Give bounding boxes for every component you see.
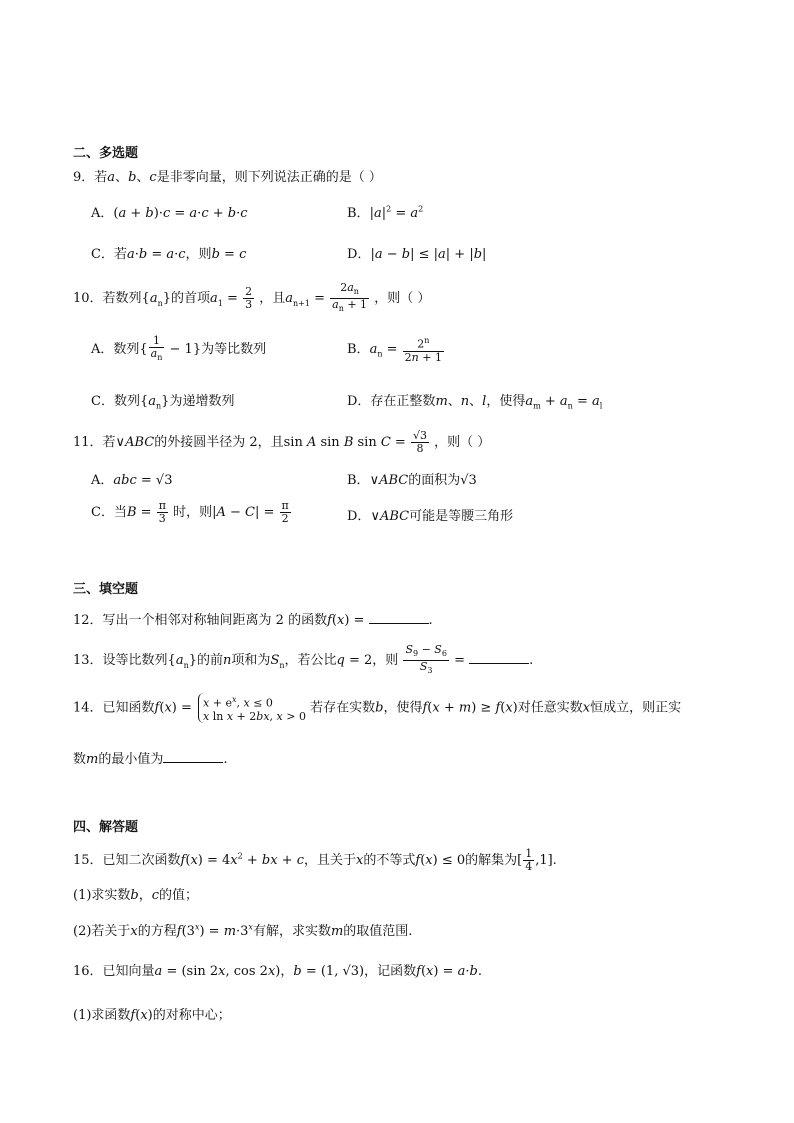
- fraction: $\frac{√3}{8}$: [412, 429, 427, 455]
- question-15-stem: 15．已知二次函数$f(x) = 4x^2$ + bx + c，且关于x的不等式f(x) ≤ 0的解集为[ $\frac{1}{4}$ ,1].: [73, 847, 557, 873]
- piecewise-brace: $x + e^x$, x ≤ 0 x ln x + 2bx, x > 0: [198, 693, 306, 723]
- question-10-option-b: B．$a_n$ = $\frac{2^n}{2n + 1}$: [347, 336, 442, 364]
- fraction: $\frac{2a_n}{a_n + 1}$: [332, 281, 368, 314]
- question-16-stem: 16．已知向量a = (sin 2x, cos 2x)，b = (1, √3)，记函数f(x) = a·b.: [73, 964, 482, 979]
- question-10-stem: 10．若数列$\{a_n\}$的首项$a_1$ = $\frac{2}{3}$ ，且$a_{n+1}$ = $\frac{2a_n}{a_n + 1}$ ，则（ ）: [73, 281, 431, 314]
- answer-blank: [469, 653, 529, 664]
- question-16-part-1: (1)求函数f(x)的对称中心；: [73, 1008, 231, 1023]
- fraction: $\frac{2^n}{2n + 1}$: [404, 336, 442, 364]
- question-10-option-c: C．数列$\{a_n\}$为递增数列: [91, 394, 235, 411]
- question-11-option-a: A．abc = √3: [91, 473, 173, 488]
- fraction: $\frac{1}{a_n}$: [150, 334, 163, 363]
- question-11-option-c: C．当B = $\frac{\pi}{3}$ 时，则|A − C| = $\frac{\pi}{2}$: [91, 499, 289, 525]
- question-9-option-d: D．|a − b| ≤ |a| + |b|: [347, 247, 487, 262]
- question-9-option-b: B．$|a|^2 = a^2$: [347, 204, 424, 221]
- section-heading-solutions: 四、解答题: [73, 820, 139, 835]
- section-heading-fill-in: 三、填空题: [73, 582, 139, 597]
- question-9-option-c: C．若a·b = a·c，则b = c: [91, 247, 247, 262]
- question-14-line-2: 数m的最小值为 .: [73, 752, 228, 767]
- question-11-stem: 11．若∨ABC的外接圆半径为 2，且sin A sin B sin C = $\frac{√3}{8}$ ，则（ ）: [73, 429, 491, 455]
- fraction: $\frac{\pi}{3}$: [158, 499, 166, 525]
- question-15-part-2: (2)若关于x的方程$f(3^x) = m\cdot 3^x$有解，求实数m的取值范围.: [73, 922, 413, 939]
- question-11-option-d: D．∨ABC可能是等腰三角形: [347, 509, 514, 524]
- question-10-option-d: D．存在正整数m、n、l，使得$a_m + a_n = a_l$: [347, 394, 603, 411]
- question-9-stem: 9．若a、b、c是非零向量，则下列说法正确的是（ ）: [73, 170, 382, 185]
- question-12: 12．写出一个相邻对称轴间距离为 2 的函数f(x) = .: [73, 613, 433, 628]
- fraction: $\frac{2}{3}$: [245, 285, 253, 312]
- question-13: 13．设等比数列$\{a_n\}$的前n项和为$S_n$，若公比q = 2，则 $\frac{S_9 - S_6}{S_3}$ = .: [73, 643, 534, 676]
- fraction: $\frac{S_9 - S_6}{S_3}$: [405, 643, 447, 676]
- fraction: $\frac{1}{4}$: [525, 847, 533, 873]
- answer-blank: [163, 752, 223, 763]
- question-14-line-1: 14．已知函数f(x) = $x + e^x$, x ≤ 0 x ln x + 2bx, x > 0 若存在实数b，使得f(x + m) ≥ f(x)对任意实数x恒成立，则正实: [73, 695, 682, 723]
- question-11-option-b: B．∨ABC的面积为√3: [347, 473, 477, 488]
- question-15-part-1: (1)求实数b，c的值；: [73, 888, 199, 903]
- fraction: $\frac{\pi}{2}$: [281, 499, 289, 525]
- answer-blank: [369, 613, 429, 624]
- question-9-option-a: A．(a + b)·c = a·c + b·c: [91, 206, 248, 221]
- question-10-option-a: A．数列{ $\frac{1}{a_n}$ − 1}为等比数列: [91, 334, 267, 363]
- section-heading-multiple-choice: 二、多选题: [73, 146, 139, 161]
